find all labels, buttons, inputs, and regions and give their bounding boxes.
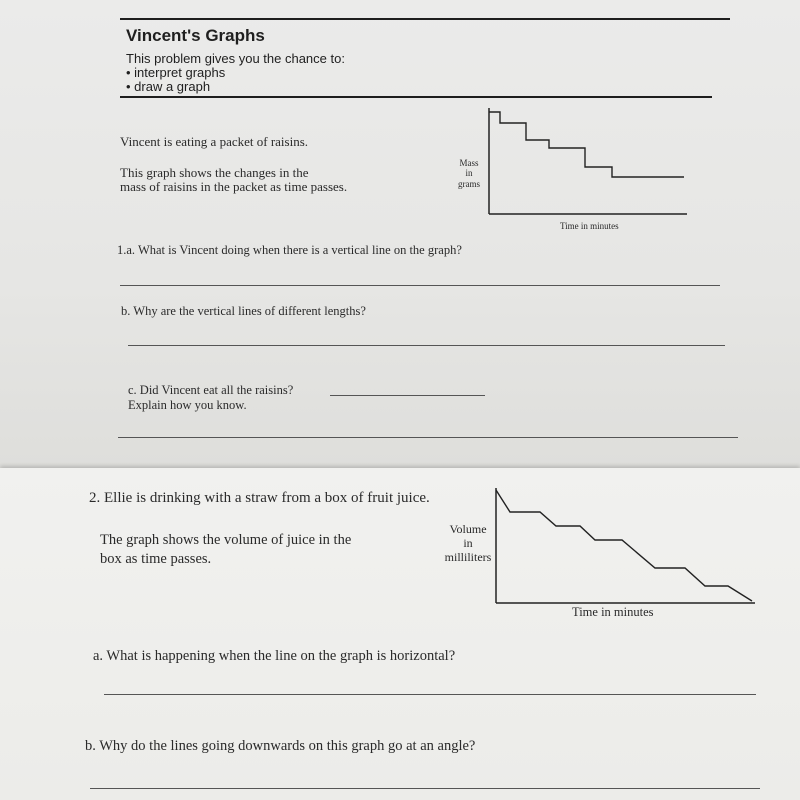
bullet-text: interpret graphs — [134, 65, 226, 80]
problem2-description: The graph shows the volume of juice in the — [100, 532, 352, 548]
y-label-line: milliliters — [444, 549, 492, 564]
bullet-dot: • — [126, 79, 135, 94]
graph1-x-axis-label: Time in minutes — [560, 221, 619, 231]
answer-line-1c[interactable] — [118, 437, 738, 438]
question-2a: a. What is happening when the line on the graph is horizontal? — [93, 648, 456, 664]
bullet-text: draw a graph — [134, 79, 211, 94]
answer-blank-1c[interactable] — [330, 395, 485, 396]
question-1b: b. Why are the vertical lines of different lengths? — [121, 304, 366, 318]
question-2b: b. Why do the lines going downwards on this graph go at an angle? — [85, 738, 476, 754]
y-label-line: grams — [458, 178, 480, 189]
answer-line-1b[interactable] — [128, 345, 725, 346]
problem1-description: This graph shows the changes in the — [120, 165, 309, 180]
question-1c-explain: Explain how you know. — [128, 398, 247, 412]
problem1-description: mass of raisins in the packet as time passes. — [120, 179, 348, 194]
problem1-intro: Vincent is eating a packet of raisins. — [120, 134, 309, 149]
answer-line-1a[interactable] — [120, 285, 720, 286]
bullet-dot: • — [126, 65, 135, 80]
problem2-description: box as time passes. — [100, 551, 212, 567]
graph2-volume-line — [496, 490, 752, 601]
question-1a: 1.a. What is Vincent doing when there is a vertical line on the graph? — [117, 243, 462, 257]
y-label-line: Volume — [449, 522, 487, 536]
y-label-line: in — [463, 535, 473, 550]
worksheet-title: Vincent's Graphs — [126, 26, 265, 45]
y-label-line: in — [465, 168, 473, 179]
answer-line-2b[interactable] — [90, 788, 760, 789]
graph2-x-axis-label: Time in minutes — [572, 605, 654, 619]
worksheet-subtitle: This problem gives you the chance to: — [126, 51, 345, 66]
graph1-mass-line — [489, 112, 684, 177]
y-label-line: Mass — [459, 158, 479, 168]
answer-line-2a[interactable] — [104, 694, 756, 695]
question-1c: c. Did Vincent eat all the raisins? — [128, 383, 294, 397]
worksheet-page-2 — [0, 468, 800, 800]
problem2-intro: 2. Ellie is drinking with a straw from a box of fruit juice. — [89, 490, 430, 506]
